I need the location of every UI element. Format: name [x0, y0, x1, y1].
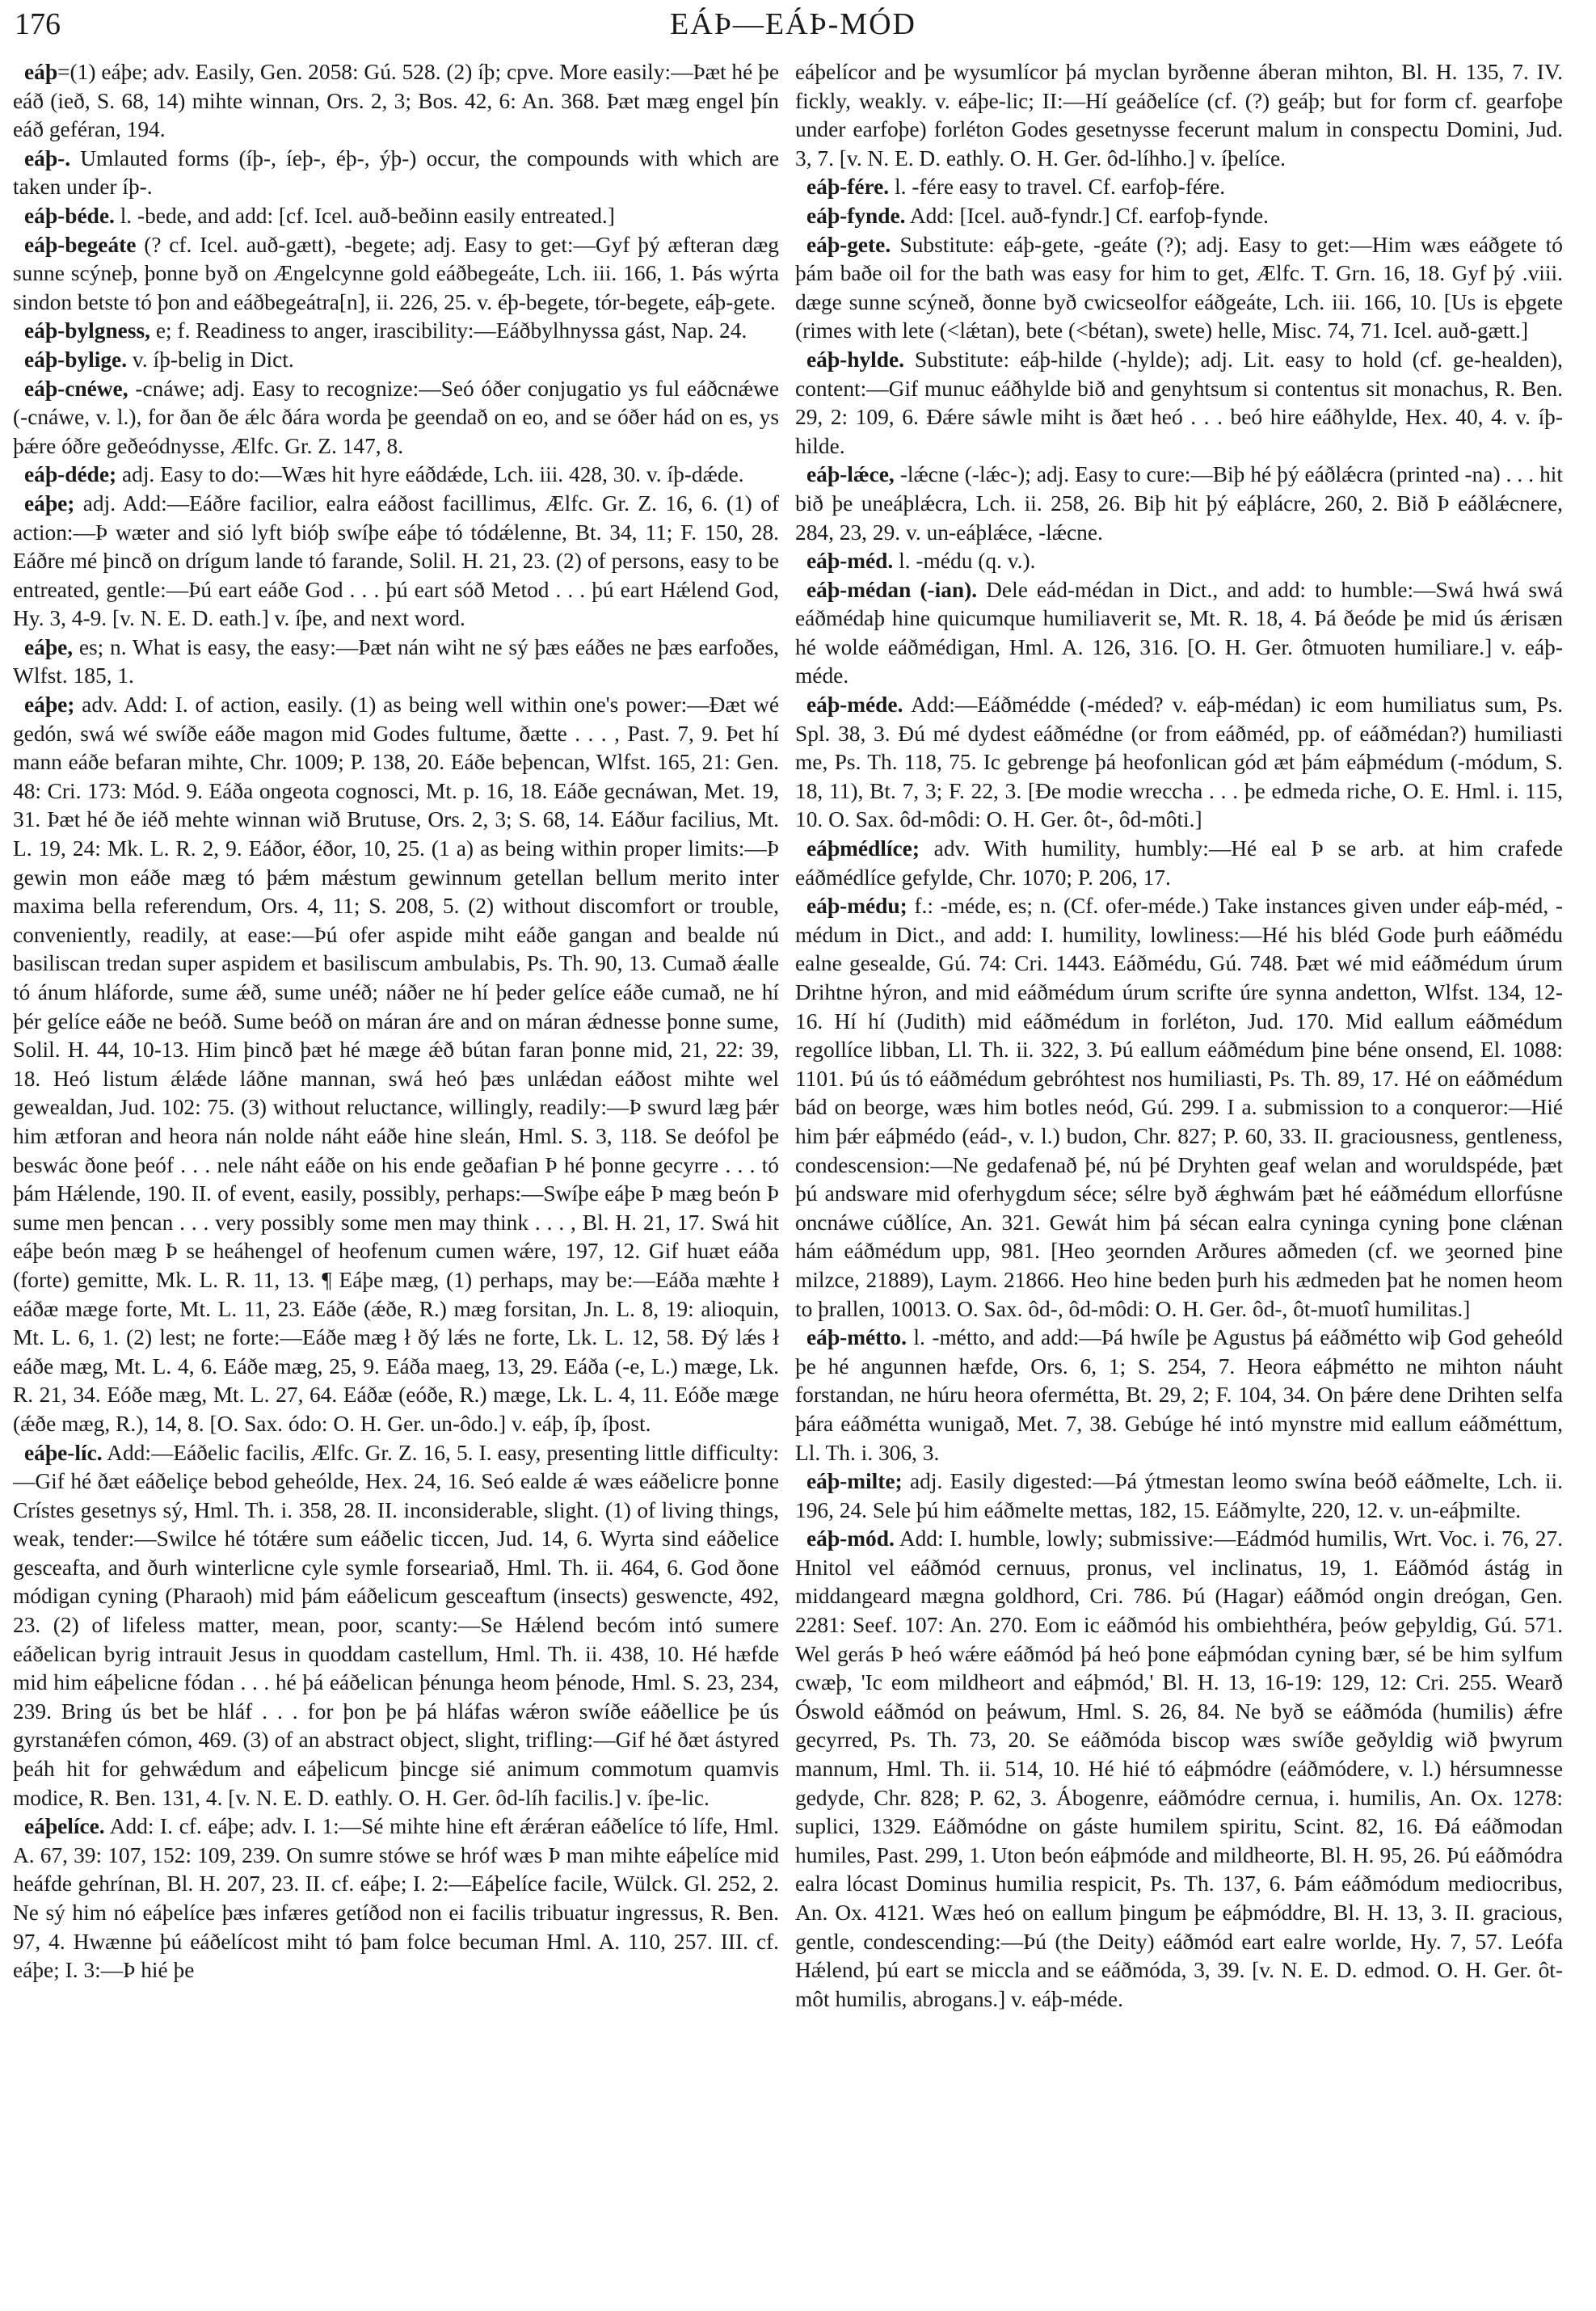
entry-headword: eáþ-mód. — [806, 1526, 895, 1551]
dictionary-entry — [13, 145, 779, 202]
entry-headword: eáþelíce. — [24, 1814, 105, 1839]
dictionary-entry — [13, 317, 779, 346]
dictionary-entry — [13, 346, 779, 375]
entry-definition: l. -fére easy to travel. Cf. earfoþ-fére. — [889, 175, 1226, 200]
dictionary-entry — [13, 490, 779, 634]
entry-headword: eáþ-cnéwe, — [24, 376, 128, 401]
entry-headword: eáþ-begeáte — [24, 232, 137, 257]
entry-headword: eáþe; — [24, 490, 75, 516]
entry-headword: eáþ-médu; — [806, 894, 907, 919]
dictionary-entry — [795, 231, 1563, 346]
entry-headword: eáþ-lǽce, — [806, 462, 895, 487]
entry-definition: Add:—Eáðelic facilis, Ælfc. Gr. Z. 16, 5. I. easy, presenting little difficulty:—Gif hé ðæt eáðeliçe bebod geheólde, Hex. 24, 16. Seó ealde ǽ wæs eáðelicre þonne Crístes gesetnys sý, Hml. Th. i. 358, 28. II. inconsiderable, slight. (1) of living things, weak, tender:—Swilce hé tótǽre sum eáðelic ticcen, Jud. 14, 6. Wyrta sind eáðelice gesceafta, and ðurh winterlicne cyle symle forseariað, Hml. Th. ii. 464, 6. God ðone módigan cyning (Pharaoh) mid þám eáðelicum gesceaftum (insects) geswencte, 492, 23. (2) of lifeless matter, mean, poor, scanty:—Se Hǽlend becóm intó sumere eáðelican byrig intrauit Jesus in quoddam castellum, Hml. Th. ii. 438, 10. Hé hæfde mid him eáþelicne fódan . . . hé þá eáðelican þénunga heom þénode, Hml. S. 23, 234, 239. Bring ús bet be hláf . . . for þon þe þá hláfas wǽron swíðe eáðellice þe ús gyrstanǽfen cómon, 469. (3) of an abstract object, slight, trifling:—Gif hé ðæt ástyred þeáh hit for gehwǽdum and eáþelicum þincge sié animum commotum quamvis modice, R. Ben. 131, 4. [v. N. E. D. eathly. O. H. Ger. ôd-líh facilis.] v. íþe-lic. — [13, 1440, 779, 1810]
entry-definition: Add:—Eáðmédde (-méded? v. eáþ-médan) ic eom humiliatus sum, Ps. Spl. 38, 3. Ðú mé dydest eáðmédne (or from eáðméd, pp. of eáðmédan?) humiliasti me, Ps. Th. 118, 75. Ic gebrenge þá heofonlican gód æt þám eáþmédum (-módum, S. 18, 11), Bt. 7, 3; F. 22, 3. [Ðe modie wreccha . . . þe edmeda riche, O. E. Hml. i. 115, 10. O. Sax. ôd-môdi: O. H. Ger. ôt-, ôd-môti.] — [795, 692, 1563, 832]
dictionary-entry — [13, 691, 779, 1438]
entry-headword: eáþ-hylde. — [806, 347, 904, 372]
right-column — [795, 58, 1563, 2014]
dictionary-entry — [795, 1324, 1563, 1467]
entry-definition: Add: I. humble, lowly; submissive:—Eádmód humilis, Wrt. Voc. i. 76, 27. Hnitol vel eáðmód cernuus, pronus, vel inclinatus, 19, 1. Eáðmód ástág in middangeard mægna goldhord, Cri. 786. Þú (Hagar) eáðmód ongin dreógan, Gen. 2281: Seef. 107: An. 270. Eom ic eáðmód his ombiehthéra, þeów geþyldig, Gú. 571. Wel gerás Þ heó wǽre eáðmód þá heó þone eáþmódan cyning bær, sé be him sylfum cwæþ, 'Ic eom mildheort and eáþmód,' Bl. H. 13, 16-19: 129, 12: Cri. 255. Wearð Óswold eáðmód on þeáwum, Hml. S. 26, 84. Ne byð se eáðmóda (humilis) ǽfre gecyrred, Ps. Th. 73, 20. Se eáðmóda biscop wæs swíðe geðyldig wið þwyrum mannum, Hml. Th. ii. 514, 10. Hé hié tó eáþmódre (eáðmódere, v. l.) hérsumnesse gedyde, Chr. 828; P. 62, 3. Ábogenre, eáðmódre cernua, i. humilis, An. Ox. 1278: suplici, 1329. Eáðmódne on gáste humilem spiritu, Scint. 82, 16. Ðá eáðmodan humiles, Past. 299, 1. Uton beón eáþmóde and mildheorte, Bl. H. 95, 26. Þú eáðmódra ealra lócast Dominus humilia respicit, Ps. Th. 137, 6. Þám eáðmódum mediocribus, An. Ox. 4121. Wæs heó on eallum þingum þe eáþmóddre, Bl. H. 13, 3. II. gracious, gentle, condescending:—Þú (the Deity) eáðmód eart ealre worlde, Hy. 7, 57. Leófa Hǽlend, þú eart se miccla and se eáðmóda, 3, 39. [v. N. E. D. edmod. O. H. Ger. ôt-môt humilis, abrogans.] v. eáþ-méde. — [795, 1526, 1563, 2011]
entry-headword: eáþe; — [24, 692, 75, 718]
entry-definition: es; n. What is easy, the easy:—Þæt nán wiht ne sý þæs eáðes ne þæs earfoðes, Wlfst. 185, 1. — [13, 634, 779, 688]
dictionary-entry — [13, 1439, 779, 1813]
entry-headword: eáþ-béde. — [24, 203, 115, 228]
entry-headword: eáþ-méde. — [806, 692, 903, 718]
dictionary-entry — [13, 461, 779, 490]
dictionary-entry — [13, 58, 779, 145]
entry-definition: (? cf. Icel. auð-gætt), -begete; adj. Easy to get:—Gyf þý æfteran dæg sunne scýneþ, þonne byð on Ængelcynne gold eáðbegeáte, Lch. iii. 166, 1. Þás wýrta sindon betste tó þon and eáðbegeátra[n], ii. 226, 25. v. éþ-begete, tór-begete, eáþ-gete. — [13, 232, 779, 314]
entry-definition: adv. With humility, humbly:—Hé eal Þ se arb. at him crafede eáðmédlíce gefylde, Chr. 1070; P. 206, 17. — [795, 836, 1563, 890]
entry-definition: l. -métto, and add:—Þá hwíle þe Agustus þá eáðmétto wiþ God geheóld þe hé angunnen hæfde, Ors. 6, 1; S. 254, 7. Heora eáþmétto ne mihton náuht forstandan, ne húru heora ofermétta, Bt. 29, 2; F. 104, 34. On þǽre dene Drihten selfa þára eáðmétta wunigað, Met. 7, 38. Gebúge hé intó mynstre mid eallum eáðméttum, Ll. Th. i. 306, 3. — [795, 1325, 1563, 1465]
entry-definition: -lǽcne (-lǽc-); adj. Easy to cure:—Biþ hé þý eáðlǽcra (printed -na) . . . hit bið þe uneáþlǽcra, Lch. ii. 258, 26. Biþ hit þý eáþlácre, 260, 2. Bið Þ eáðlǽcnere, 284, 23, 29. v. un-eáþlǽce, -lǽcne. — [795, 462, 1563, 545]
entry-definition: adj. Easily digested:—Þá ýtmestan leomo swína beóð eáðmelte, Lch. ii. 196, 24. Sele þú him eáðmelte mettas, 182, 15. Eáðmylte, 220, 12. v. un-eáþmilte. — [795, 1469, 1563, 1522]
page-header — [15, 6, 1572, 47]
dictionary-entry — [795, 547, 1563, 576]
entry-definition: Substitute: eáþ-hilde (-hylde); adj. Lit. easy to hold (cf. ge-healden), content:—Gif munuc eáðhylde bið and genyhtsum si contentus sit monachus, R. Ben. 29, 2: 109, 6. Ðǽre sáwle miht is ðæt heó . . . beó hire eáðhylde, Hex. 40, 4. v. íþ-hilde. — [795, 347, 1563, 458]
entry-definition: Umlauted forms (íþ-, íeþ-, éþ-, ýþ-) occur, the compounds with which are taken under íþ-. — [13, 145, 779, 200]
entry-definition: adj. Easy to do:—Wæs hit hyre eáðdǽde, Lch. iii. 428, 30. v. íþ-dǽde. — [116, 462, 744, 487]
entry-definition: v. íþ-belig in Dict. — [127, 347, 294, 372]
page-number: 176 — [15, 7, 61, 41]
dictionary-entry — [795, 892, 1563, 1324]
entry-definition: -cnáwe; adj. Easy to recognize:—Seó óðer conjugatio ys ful eáðcnǽwe (-cnáwe, v. l.), for ðan ðe ǽlc ðára worda þe geendað on eo, and se óðer hád on es, ys þǽre óðre geðeódnysse, Ælfc. Gr. Z. 147, 8. — [13, 376, 779, 458]
entry-headword: eáþ-milte; — [806, 1469, 903, 1494]
entry-headword: eáþ-médan (-ian). — [806, 577, 978, 602]
entry-headword: eáþ — [24, 60, 58, 84]
entry-definition: l. -médu (q. v.). — [893, 549, 1036, 574]
dictionary-entry — [795, 576, 1563, 691]
entry-headword: eáþ-bylgness, — [24, 318, 150, 343]
entry-definition: l. -bede, and add: [cf. Icel. auð-beðinn easily entreated.] — [114, 203, 615, 228]
dictionary-entry — [795, 1467, 1563, 1525]
left-column — [13, 58, 779, 1985]
entry-headword: eáþ-bylige. — [24, 347, 128, 372]
entry-definition: =(1) eáþe; adv. Easily, Gen. 2058: Gú. 528. (2) íþ; cpve. More easily:—Þæt hé þe eáð (ieð, S. 68, 14) mihte winnan, Ors. 2, 3; Bos. 42, 6: An. 368. Þæt mæg engel þín eáð geféran, 194. — [13, 60, 779, 142]
entry-definition: Add: [Icel. auð-fyndr.] Cf. earfoþ-fynde. — [905, 203, 1269, 228]
dictionary-entry — [13, 634, 779, 691]
entry-headword: eáþ-méd. — [806, 549, 894, 574]
entry-headword: eáþ-fére. — [806, 175, 890, 200]
entry-definition: Add: I. cf. eáþe; adv. I. 1:—Sé mihte hine eft ǽrǽran eáðelíce tó lífe, Hml. A. 67, 39: 107, 152: 109, 239. On sumre stówe se hróf wæs Þ man mihte eáþelíce mid heáfde gehrínan, Bl. H. 207, 23. II. cf. eáþe; I. 2:—Eáþelíce facile, Wülck. Gl. 252, 2. Ne sý him nó eáþelíce þæs infæres getíðod non ei facilis tribuatur ingressus, R. Ben. 97, 4. Hwænne þú eáðelícost miht tó þam folce becuman Hml. A. 110, 257. III. cf. eáþe; I. 3:—Þ hié þe — [13, 1814, 779, 1983]
entry-definition: adv. Add: I. of action, easily. (1) as being well within one's power:—Ðæt wé gedón, swá wé swíðe eáðe magon mid Godes fultume, ðætte . . . , Past. 7, 9. Þet hí mann eáðe befaran mihte, Chr. 1009; P. 138, 20. Eáðe beþencan, Wlfst. 165, 21: Gen. 48: Cri. 173: Mód. 9. Eáða ongeota cognosci, Mt. p. 16, 18. Eáðe gecnáwan, Met. 19, 31. Þæt hé ðe iéð mehte winnan wið Brutuse, Ors. 2, 3; S. 68, 14. Eáður facilius, Mt. L. 19, 24: Mk. L. R. 2, 9. Eáðor, éðor, 10, 25. (1 a) as being within proper limits:—Þ gewin mon eáðe mæg tó þǽm mǽstum gewinnum getellan bellum merito inter maxima bella referendum, Ors. 4, 11; S. 208, 5. (2) without discomfort or trouble, conveniently, readily, at ease:—Þú ofer aspide miht eáðe gangan and bealde nú basiliscan tredan super aspidem et basiliscum ambulabis, Ps. Th. 90, 13. Cumað ǽalle tó ánum hláforde, sume ǽð, sume unéð; náðer ne hí þeder gelíce eáðe cumað, ne hí þér gelíce eáðe ne beóð. Sume beóð on máran áre and on máran ǽdnesse þonne sume, Solil. H. 44, 10-13. Him þincð þæt hé mæge ǽð bútan faran þonne mid, 21, 22: 39, 18. Heó listum ǽlǽde láðne mannan, swá heó þæs unlǽdan eáðost mihte wel gewealdan, Jud. 102: 75. (3) without reluctance, willingly, readily:—Þ swurd læg þǽr him ætforan and heora nán nolde náht eáðe hine sleán, Hml. S. 3, 118. Se deófol þe beswác ðone þeóf . . . nele náht eáðe on his ende geðafian Þ hé þonne gecyrre . . . tó þám Hǽlende, 190. II. of event, easily, possibly, perhaps:—Swíþe eáþe Þ mæg beón Þ sume men þencan . . . very possibly some men may think . . . , Bl. H. 21, 17. Swá hit eáþe beón mæg Þ se heáhengel of heofenum cumen wǽre, 197, 12. Gif huæt eáða (forte) gemitte, Mk. L. R. 11, 13. ¶ Eáþe mæg, (1) perhaps, may be:—Eáða mæhte ł eáðæ mæge forte, Mt. L. 11, 23. Eáðe (ǽðe, R.) mæg forsitan, Jn. L. 8, 19: alioquin, Mt. L. 6, 1. (2) lest; ne forte:—Eáðe mæg ł ðý lǽs ne forte, Lk. L. 12, 58. Ðý lǽs ł eáðe mæg, Mt. L. 4, 6. Eáðe mæg, 25, 9. Eáða maeg, 13, 29. Eáða (-e, L.) mæge, Lk. R. 21, 34. Eóðe mæg, Mt. L. 27, 64. Eáðæ (eóðe, R.) mæge, Lk. L. 4, 11. Eóðe mæge (ǽðe mæg, R.), 14, 8. [O. Sax. ódo: O. H. Ger. un-ôdo.] v. eáþ, íþ, íþost. — [13, 692, 779, 1436]
entry-definition: Dele eád-médan in Dict., and add: to humble:—Swá hwá swá eáðmédaþ hine quicumque humiliaverit se, Mt. R. 18, 4. Þá ðeóde þe mid ús ǽrisæn hé wolde eáðmédigan, Hml. A. 126, 316. [O. H. Ger. ôtmuoten humiliare.] v. eáþ-méde. — [795, 577, 1563, 688]
running-head: EÁÞ—EÁÞ-MÓD — [670, 7, 916, 41]
dictionary-entry — [795, 173, 1563, 202]
entry-headword: eáþmédlíce; — [806, 836, 920, 861]
entry-headword: eáþ-gete. — [806, 232, 891, 257]
dictionary-entry — [795, 1525, 1563, 2014]
entry-headword: eáþe-líc. — [24, 1440, 103, 1465]
entry-headword: eáþe, — [24, 634, 74, 659]
dictionary-entry — [795, 202, 1563, 231]
dictionary-entry — [795, 461, 1563, 547]
entry-definition: Substitute: eáþ-gete, -geáte (?); adj. Easy to get:—Him wæs eáðgete tó þám baðe oil for the bath was easy for him to get, Ælfc. T. Grn. 16, 18. Gyf þý .viii. dæge sunne scýneð, ðonne byð cwicseolfor eáðgeáte, Lch. iii. 166, 10. [Us is eþgete (rimes with lete (<lǽtan), bete (<bétan), swete) helle, Misc. 74, 71. Icel. auð-gætt.] — [795, 232, 1563, 343]
entry-definition: f.: -méde, es; n. (Cf. ofer-méde.) Take instances given under eáþ-méd, -médum in Dict., and add: I. humility, lowliness:—Hé his bléd Gode þurh eáðmédu ealne gesealde, Gú. 74: Cri. 1443. Eáðmédu, Gú. 748. Þæt wé mid eáðmédum úrum Drihtne hýron, and mid eáðmédum úrum scrifte úre synna andetton, Wlfst. 134, 12-16. Hí hí (Judith) mid eáðmédum in forléton, Jud. 170. Mid eallum eáðmédum regollíce libban, Ll. Th. ii. 322, 3. Þú eallum eáðmédum þine béne onsend, El. 1088: 1101. Þú ús tó eáðmédum gebróhtest nos humiliasti, Ps. Th. 89, 17. Hé on eáðmédum bád on beorge, wæs him botles neód, Gú. 299. I a. submission to a conqueror:—Hié him þǽr eáþmédo (eád-, v. l.) budon, Chr. 827; P. 60, 33. II. graciousness, gentleness, condescension:—Ne gedafenað þé, nú þé Dryhten geaf welan and woruldspéde, þæt þú andsware mid oferhygdum séce; sélre byð ǽghwám þæt hé eáðmédum ellorfúsne oncnáwe cúðlíce, An. 321. Gewát him þá sécan ealra cyninga cyning þone clǽnan hám eáðmédum upp, 981. [Heo ȝeornden Arðures aðmeden (cf. we ȝeorned þine milzce, 21889), Laym. 21866. Heo hine beden þurh his ædmeden þat he nomen heom to þrallen, 10013. O. Sax. ôd-, ôd-môdi: O. H. Ger. ôd-, ôt-muotî humilitas.] — [795, 894, 1563, 1321]
dictionary-entry — [795, 346, 1563, 461]
dictionary-entry — [795, 691, 1563, 835]
entry-definition: e; f. Readiness to anger, irascibility:—Eáðbylhnyssa gást, Nap. 24. — [150, 318, 747, 343]
entry-headword: eáþ-. — [24, 145, 71, 170]
entry-definition: eáþelícor and þe wysumlícor þá myclan byrðenne áberan mihton, Bl. H. 135, 7. IV. fickly, weakly. v. eáþe-lic; II:—Hí geáðelíce (cf. (?) geáþ; but for form cf. gearfoþe under earfoþe) forléton Godes gesetnysse fecerunt malum in conspectu Domini, Jud. 3, 7. [v. N. E. D. eathly. O. H. Ger. ôd-líhho.] v. íþelíce. — [795, 60, 1563, 170]
entry-headword: eáþ-métto. — [806, 1325, 907, 1350]
dictionary-entry — [13, 231, 779, 318]
dictionary-entry — [795, 835, 1563, 892]
dictionary-entry — [795, 58, 1563, 173]
dictionary-entry — [13, 375, 779, 461]
dictionary-entry — [13, 1812, 779, 1985]
entry-headword: eáþ-fynde. — [806, 203, 906, 228]
entry-definition: adj. Add:—Eáðre facilior, ealra eáðost facillimus, Ælfc. Gr. Z. 16, 6. (1) of action:—Þ wæter and sió lyft bióþ swíþe eáþe tó tódǽlenne, Bt. 34, 11; F. 150, 28. Eáðre mé þincð on drígum lande tó farande, Solil. H. 21, 23. (2) of persons, easy to be entreated, gentle:—Þú eart eáðe God . . . þú eart sóð Metod . . . þú eart Hǽlend God, Hy. 3, 4-9. [v. N. E. D. eath.] v. íþe, and next word. — [13, 490, 779, 631]
dictionary-entry — [13, 202, 779, 231]
entry-headword: eáþ-déde; — [24, 462, 117, 487]
